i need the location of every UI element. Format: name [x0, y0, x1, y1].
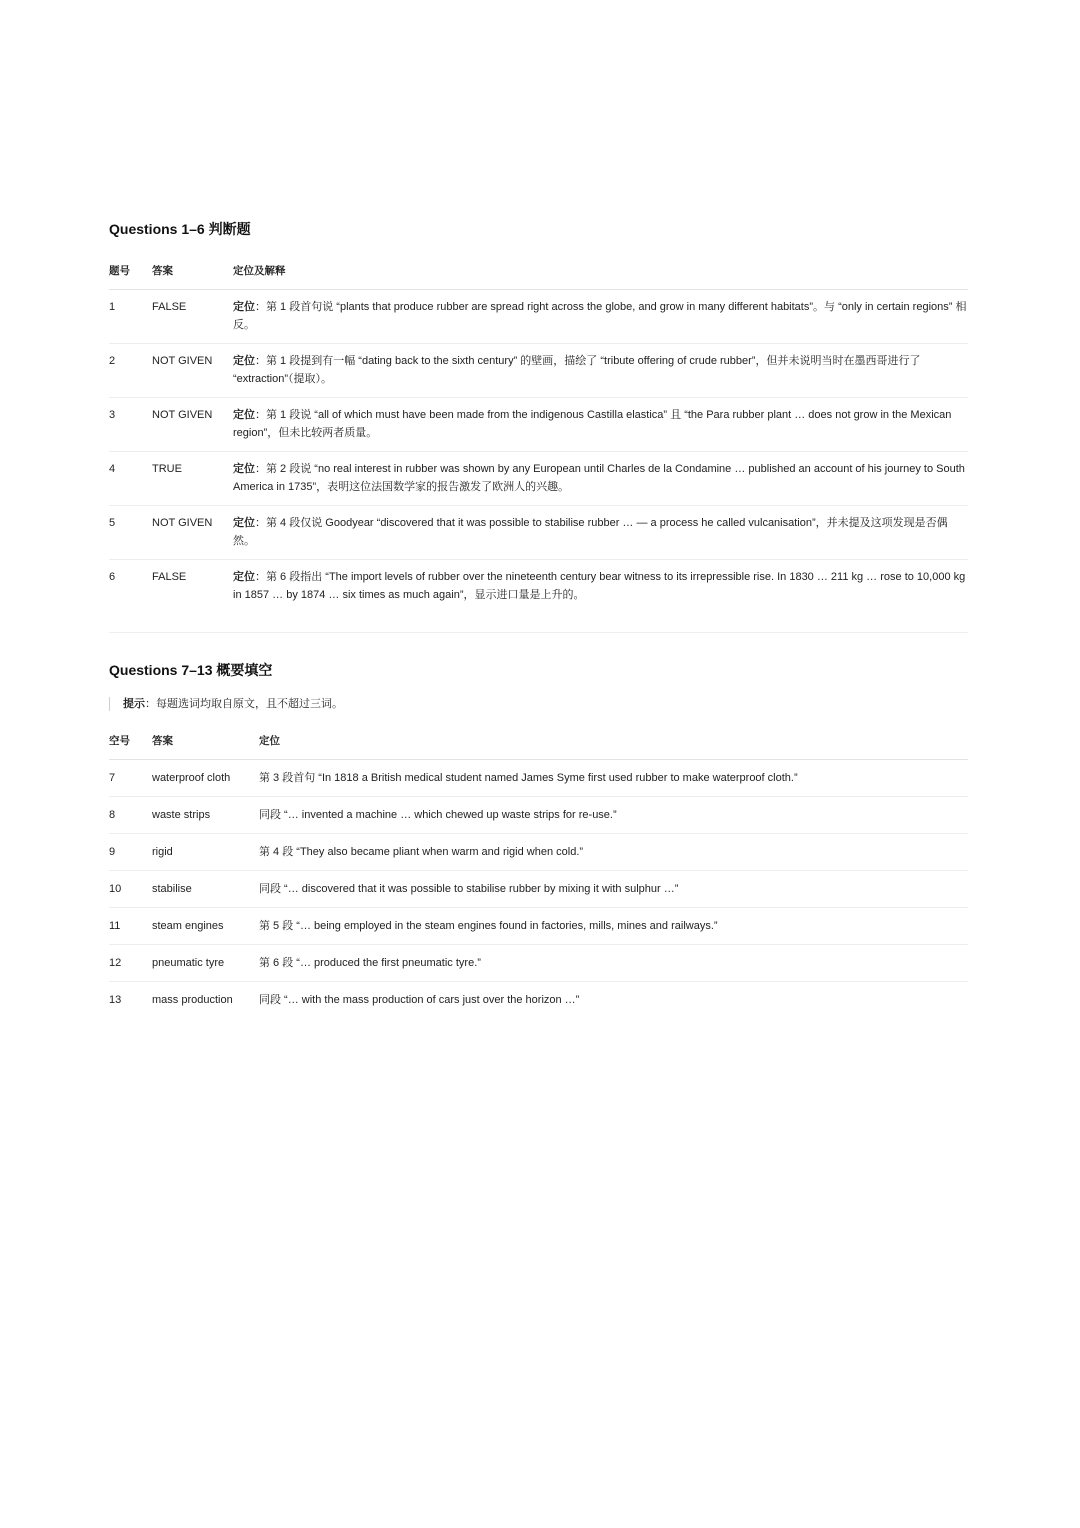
- table-row: [109, 506, 968, 560]
- table-row: [109, 945, 968, 982]
- locate-label: 定位: [233, 409, 255, 421]
- answer-cell: waterproof cloth: [152, 760, 259, 797]
- table-header-row: [109, 723, 968, 760]
- table-row: [109, 908, 968, 945]
- hint-label: 提示: [123, 698, 145, 710]
- answer-cell: mass production: [152, 994, 233, 1006]
- answer-cell: steam engines: [152, 908, 259, 945]
- table-row: [109, 760, 968, 797]
- location-cell: 第 5 段 “… being employed in the steam engines found in factories, mills, mines and railways.”: [259, 908, 968, 945]
- explanation-text: ：第 2 段说 “no real interest in rubber was shown by any European until Charles de la Condamine … published an account of his journey to South America in 1735”，表明这位法国数学家的报告激发了欧洲人的兴趣。: [233, 463, 965, 493]
- locate-label: 定位: [233, 517, 255, 529]
- answer-key-content: [109, 219, 968, 1018]
- question-number: 6: [109, 571, 116, 583]
- answer-cell: TRUE: [152, 452, 233, 506]
- tf-answer-table: [109, 253, 968, 613]
- explanation-cell: [233, 398, 968, 452]
- blank-number: 9: [109, 834, 152, 871]
- explanation-cell: [233, 452, 968, 506]
- table-row: [109, 982, 968, 1019]
- column-header-answer: 答案: [152, 723, 259, 760]
- explanation-cell: [233, 344, 968, 398]
- column-header-location: 定位: [259, 723, 968, 760]
- summary-answer-table: [109, 723, 968, 1018]
- locate-label: 定位: [233, 463, 255, 475]
- location-cell: 同段 “… invented a machine … which chewed up waste strips for re-use.”: [259, 797, 968, 834]
- explanation-text: ：第 6 段指出 “The import levels of rubber over the nineteenth century bear witness to its irrepressible rise. In 1830 … 211 kg … rose to 10,000 kg in 1857 … by 1874 … six times as much again”，显示进口量是上升的。: [233, 571, 966, 601]
- explanation-text: ：第 1 段首句说 “plants that produce rubber are spread right across the globe, and grow in many different habitats”。与 “only in certain regions” 相反。: [233, 301, 967, 331]
- question-number: 2: [109, 344, 152, 398]
- hint-text: ：每题选词均取自原文，且不超过三词。: [145, 698, 343, 710]
- location-cell: 第 3 段首句 “In 1818 a British medical student named James Syme first used rubber to make waterproof cloth.”: [259, 760, 968, 797]
- section-divider: [109, 632, 968, 633]
- location-cell: 第 4 段 “They also became pliant when warm and rigid when cold.”: [259, 834, 968, 871]
- table-row: [109, 797, 968, 834]
- blank-number: 13: [109, 994, 122, 1006]
- answer-cell: FALSE: [152, 290, 233, 344]
- explanation-text: ：第 1 段说 “all of which must have been made from the indigenous Castilla elastica” 且 “the Para rubber plant … does not grow in the Mexican region”，但未比较两者质量。: [233, 409, 952, 439]
- blank-number: 10: [109, 871, 152, 908]
- column-header-answer: 答案: [152, 253, 233, 290]
- table-row: [109, 398, 968, 452]
- locate-label: 定位: [233, 571, 255, 583]
- answer-cell: pneumatic tyre: [152, 945, 259, 982]
- answer-cell: NOT GIVEN: [152, 344, 233, 398]
- answer-cell: NOT GIVEN: [152, 506, 233, 560]
- section1-title: Questions 1–6 判断题: [109, 221, 251, 237]
- question-number: 5: [109, 506, 152, 560]
- table-row: [109, 560, 968, 614]
- blank-number: 7: [109, 760, 152, 797]
- blank-number: 8: [109, 797, 152, 834]
- question-number: 1: [109, 290, 152, 344]
- answer-cell: waste strips: [152, 797, 259, 834]
- column-header-blank-number: 空号: [109, 723, 152, 760]
- column-header-explanation: 定位及解释: [233, 253, 968, 290]
- section2-title: Questions 7–13 概要填空: [109, 662, 273, 678]
- blank-number: 12: [109, 945, 152, 982]
- answer-cell: NOT GIVEN: [152, 398, 233, 452]
- column-header-number: 题号: [109, 253, 152, 290]
- hint-note: [109, 697, 968, 711]
- explanation-text: ：第 1 段提到有一幅 “dating back to the sixth century” 的壁画，描绘了 “tribute offering of crude rubber”，但并未说明当时在墨西哥进行了 “extraction”（提取）。: [233, 355, 921, 385]
- answer-cell: stabilise: [152, 871, 259, 908]
- table-header-row: [109, 253, 968, 290]
- explanation-text: ：第 4 段仅说 Goodyear “discovered that it was possible to stabilise rubber … — a process he called vulcanisation”，并未提及这项发现是否偶然。: [233, 517, 948, 547]
- blank-number: 11: [109, 908, 152, 945]
- explanation-cell: [233, 290, 968, 344]
- location-cell: 同段 “… with the mass production of cars just over the horizon …”: [259, 994, 580, 1006]
- answer-cell: FALSE: [152, 571, 187, 583]
- explanation-cell: [233, 506, 968, 560]
- table-row: [109, 834, 968, 871]
- location-cell: 第 6 段 “… produced the first pneumatic tyre.”: [259, 945, 968, 982]
- table-row: [109, 452, 968, 506]
- question-number: 4: [109, 452, 152, 506]
- question-number: 3: [109, 398, 152, 452]
- table-row: [109, 344, 968, 398]
- explanation-cell: [233, 560, 968, 614]
- location-cell: 同段 “… discovered that it was possible to stabilise rubber by mixing it with sulphur …”: [259, 871, 968, 908]
- table-row: [109, 871, 968, 908]
- locate-label: 定位: [233, 355, 255, 367]
- table-row: [109, 290, 968, 344]
- locate-label: 定位: [233, 301, 255, 313]
- answer-cell: rigid: [152, 834, 259, 871]
